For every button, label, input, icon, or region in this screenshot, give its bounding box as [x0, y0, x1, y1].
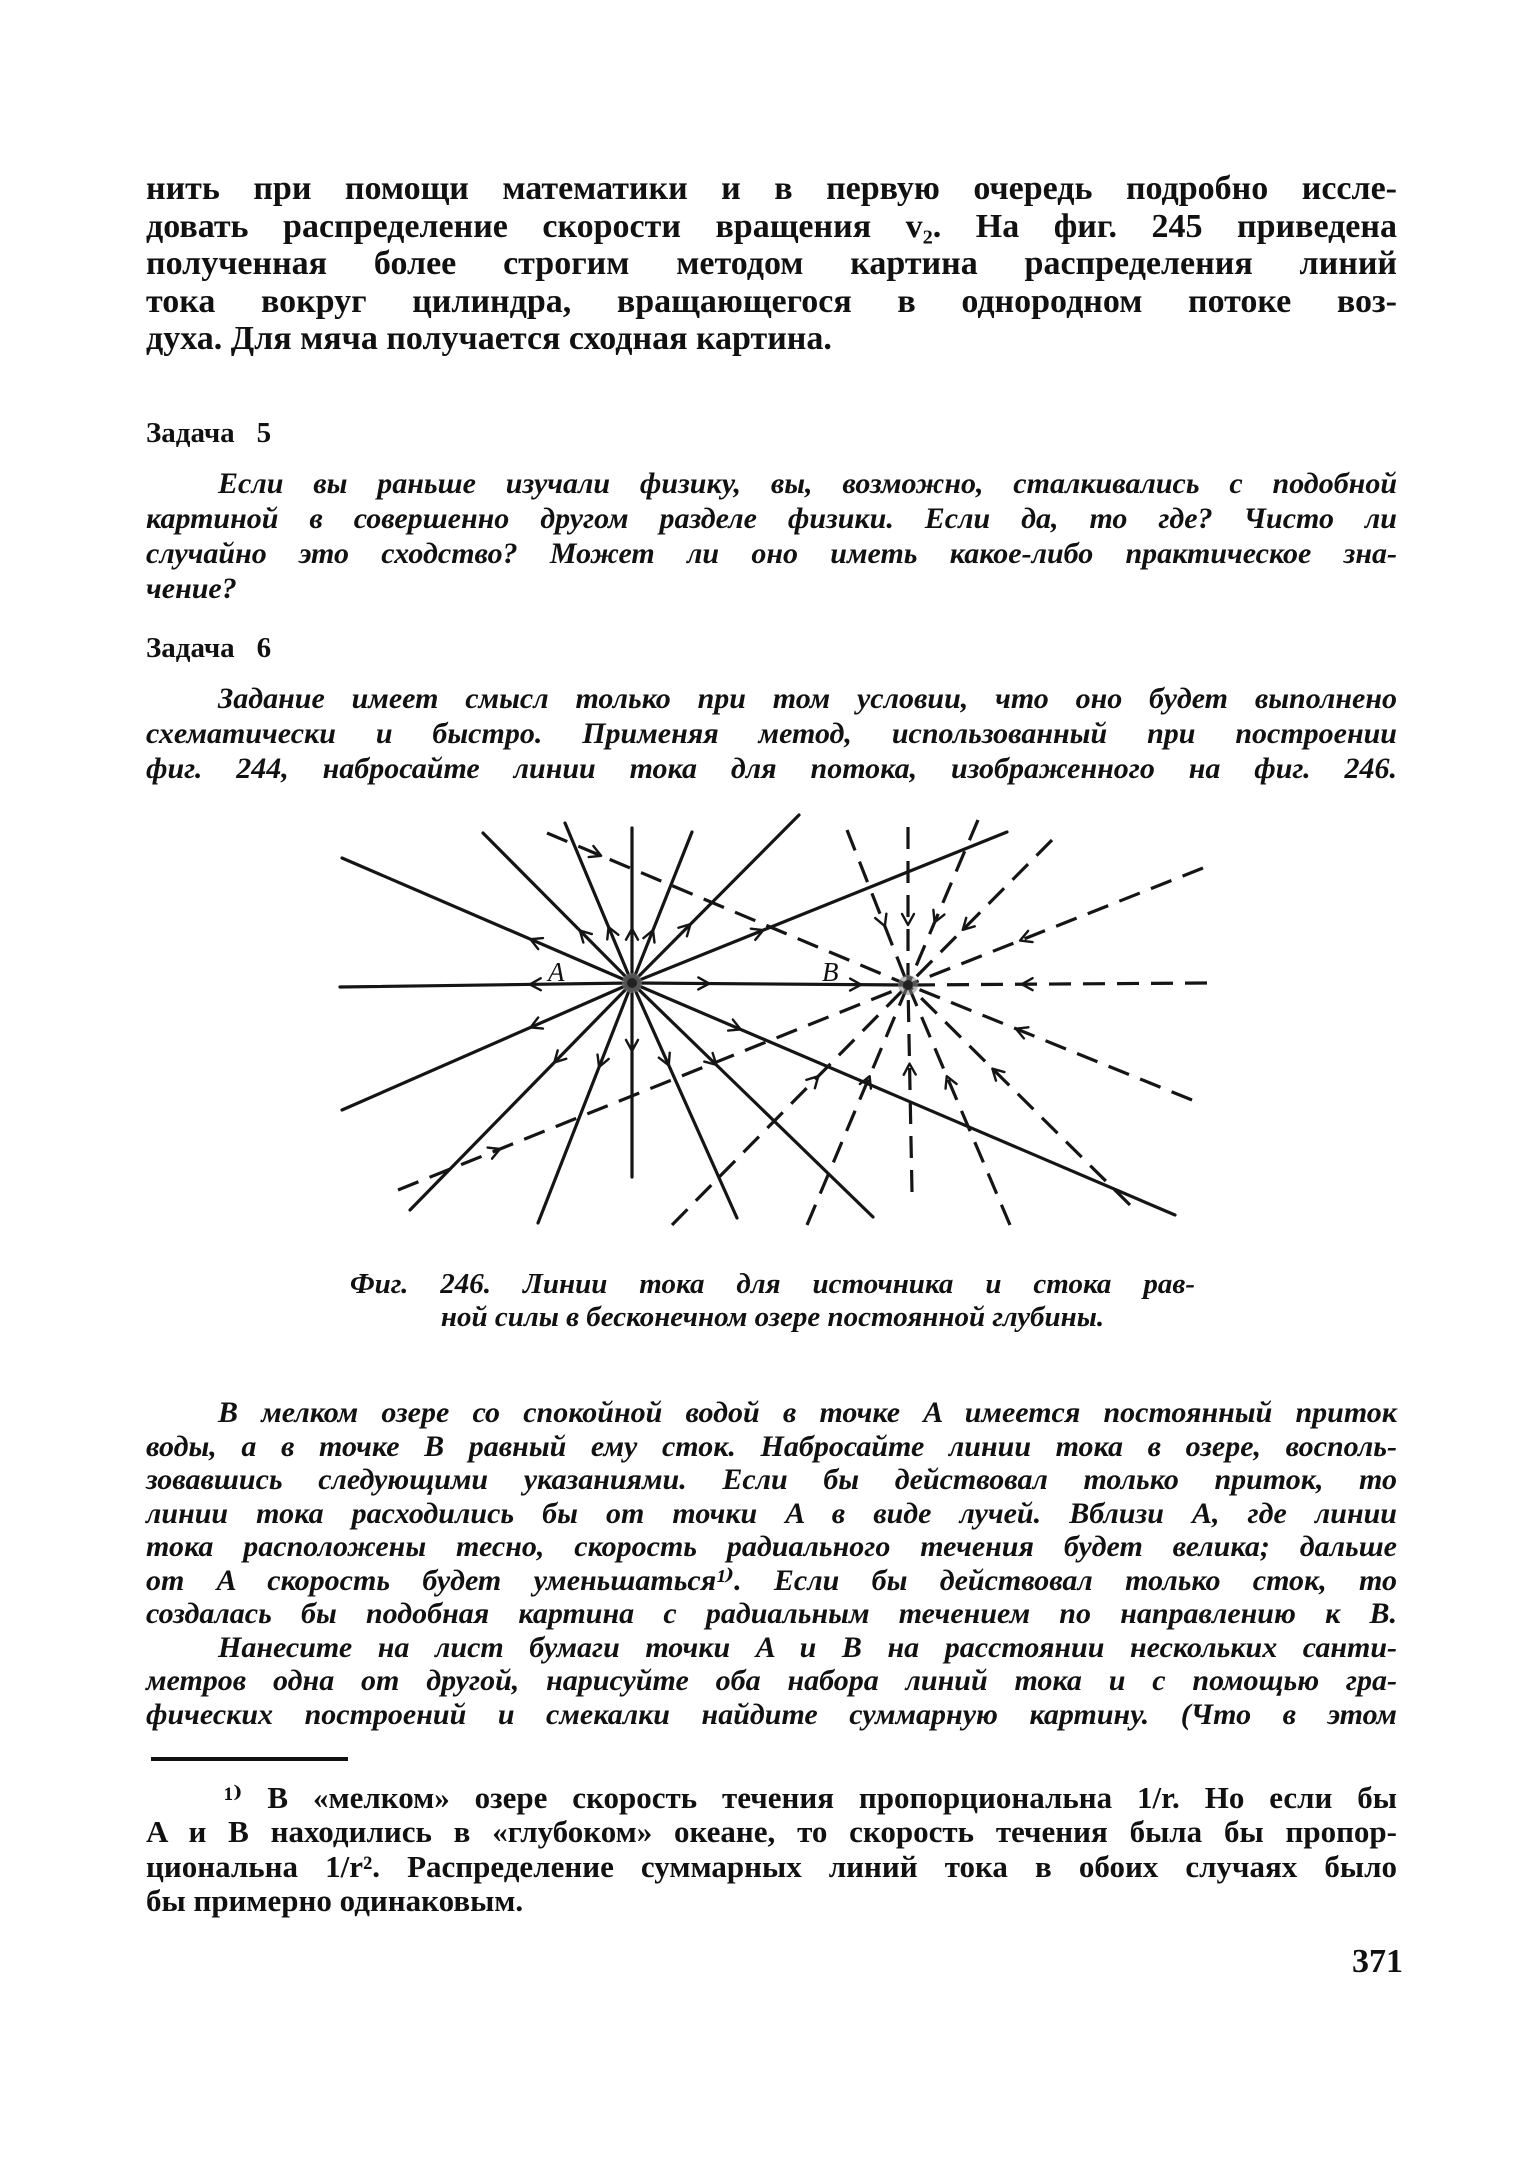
paragraph-line: полученная более строгим методом картина распределения линий	[146, 245, 1397, 282]
paragraph-line: схематически и быстро. Применяя метод, использованный при построении	[146, 717, 1397, 750]
paragraph-line: Задание имеет смысл только при том условии, что оно будет выполнено	[218, 682, 1397, 715]
source-streamline	[632, 983, 873, 1217]
footnote-line: циональна 1/r². Распределение суммарных линий тока в обоих случаях было	[146, 1848, 1397, 1884]
task-6-heading	[146, 631, 271, 665]
paragraph-line: довать распределение скорости вращения v₂. На фиг. 245 приведена	[146, 207, 1397, 245]
paragraph-line: В мелком озере со спокойной водой в точке A имеется постоянный приток	[218, 1396, 1397, 1429]
streamline-figure	[320, 800, 1220, 1240]
sink-streamline	[908, 868, 1203, 985]
paragraph-line: линии тока расходились бы от точки A в виде лучей. Вблизи A, где линии	[146, 1496, 1397, 1530]
caption-line: ной силы в бесконечном озере постоянной глубины.	[440, 1301, 1105, 1333]
sink-streamline	[908, 985, 1130, 1205]
paragraph-line: тока вокруг цилиндра, вращающегося в однородном потоке воз-	[146, 282, 1397, 320]
arrow-head-icon	[875, 914, 886, 926]
paragraph-line: зовавшись следующими указаниями. Если бы действовал только приток, то	[146, 1463, 1397, 1496]
paragraph-line: фических построений и смекалки найдите суммарную картину. (Что в этом	[146, 1697, 1397, 1731]
paragraph-line: картиной в совершенно другом разделе физики. Если да, то где? Чисто ли	[146, 502, 1397, 535]
intro-paragraph	[146, 170, 1397, 358]
task-label: Задача	[146, 417, 235, 449]
footnote-line: ¹⁾ В «мелком» озере скорость течения пропорциональна 1/r. Но если бы	[224, 1780, 1397, 1815]
source-streamline	[632, 815, 799, 983]
sink-streamline	[908, 983, 1207, 985]
task-number: 6	[256, 632, 272, 664]
paragraph-line: фиг. 244, набросайте линии тока для потока, изображенного на фиг. 246.	[146, 752, 1397, 785]
sink-point	[903, 980, 913, 990]
task-label: Задача	[146, 632, 235, 664]
task-6-text	[146, 681, 1397, 786]
flow-arrows	[488, 846, 1033, 1159]
paragraph-line: метров одна от другой, нарисуйте оба набора линий тока и с помощью гра-	[146, 1664, 1397, 1697]
footnote-line: бы примерно одинаковым.	[146, 1882, 524, 1918]
source-streamline	[340, 983, 632, 987]
sink-label: B	[822, 957, 839, 987]
paragraph-line: воды, а в точке B равный ему сток. Набросайте линии тока в озере, восполь-	[146, 1429, 1397, 1463]
source-streamline	[632, 983, 1175, 1215]
paragraph-line: Нанесите на лист бумаги точки A и B на расстоянии нескольких санти-	[218, 1630, 1397, 1664]
paragraph-line: чение?	[146, 572, 237, 605]
source-streamline	[632, 983, 737, 1218]
source-streamline	[632, 832, 1007, 983]
caption-line: Фиг. 246. Линии тока для источника и стока рав-	[350, 1268, 1195, 1300]
paragraph-line: духа. Для мяча получается сходная картина.	[146, 320, 832, 357]
page-number: 371	[1352, 1943, 1403, 1980]
lake-exercise-text	[146, 1396, 1397, 1731]
paragraph-line: нить при помощи математики и в первую очередь подробно иссле-	[146, 170, 1397, 207]
sink-streamline	[672, 985, 908, 1225]
figure-caption	[350, 1268, 1195, 1334]
source-streamline	[410, 983, 632, 1210]
paragraph-line: тока расположены тесно, скорость радиального течения будет велика; дальше	[146, 1530, 1397, 1563]
paragraph-line: создалась бы подобная картина с радиальным течением по направлению к B.	[146, 1597, 1397, 1630]
paragraph-line: Если вы раньше изучали физику, вы, возможно, сталкивались с подобной	[218, 467, 1397, 500]
sink-streamlines	[398, 820, 1207, 1225]
source-streamline	[632, 832, 692, 983]
sink-streamline	[908, 985, 912, 1192]
source-point	[627, 978, 637, 988]
task-5-heading	[146, 416, 271, 450]
footnote-divider	[151, 1757, 348, 1761]
sink-streamline	[847, 830, 908, 985]
paragraph-line: случайно это сходство? Может ли оно иметь какое-либо практическое зна-	[146, 537, 1397, 570]
footnote	[146, 1781, 1397, 1918]
footnote-line: A и B находились в «глубоком» океане, то скорость течения была бы пропор-	[146, 1814, 1397, 1850]
task-5-text	[146, 466, 1397, 606]
source-streamline	[632, 983, 908, 985]
sink-streamline	[398, 985, 908, 1190]
task-number: 5	[256, 417, 272, 449]
paragraph-line: от A скорость будет уменьшаться¹⁾. Если бы действовал только сток, то	[146, 1563, 1397, 1597]
source-label: A	[548, 957, 565, 987]
